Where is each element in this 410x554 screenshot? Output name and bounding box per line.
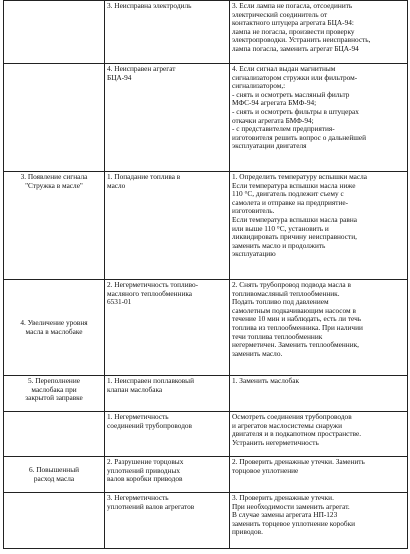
remedy-cell: [230, 493, 408, 549]
malfunction-text: 4. Увеличение уровня: [20, 318, 88, 328]
cause-text: масло: [107, 180, 126, 190]
remedy-text: лампа погасла, заменить агрегат БЦА-94: [232, 43, 359, 53]
malfunction-cell: [4, 1, 105, 64]
remedy-cell: [230, 64, 408, 172]
cause-text: 6531-01: [107, 297, 132, 307]
malfunction-cell: [4, 493, 105, 549]
cause-text: 4. Неисправен агрегат: [107, 64, 176, 73]
malfunction-cell: [4, 172, 105, 280]
remedy-text: заменить масло.: [232, 348, 283, 358]
remedy-cell: [230, 412, 408, 457]
cause-cell: [105, 412, 230, 457]
remedy-text: При необходимости заменить агрегат.: [232, 501, 350, 511]
remedy-text: Если температура вспышки масла ниже: [232, 180, 356, 190]
malfunction-text: масла в маслобаке: [25, 327, 83, 336]
remedy-text: Устранить негерметичность: [232, 437, 319, 447]
remedy-text: Осмотреть соединения трубопроводов: [232, 412, 352, 421]
malfunction-text: закрытой заправке: [25, 393, 83, 403]
remedy-text: заменить торцевое уплотнение коробки: [232, 518, 356, 528]
table-row: [4, 412, 408, 457]
remedy-text: ликвидировать причину неисправности,: [232, 232, 357, 242]
remedy-text: сигнализатором,:: [232, 81, 286, 91]
troubleshooting-table: [3, 0, 408, 549]
table-row: [4, 64, 408, 172]
remedy-text: Если температура вспышки масла равна: [232, 214, 357, 224]
remedy-text: эксплуатацию: [232, 249, 276, 259]
remedy-cell: [230, 280, 408, 376]
remedy-text: - с представителем предприятия-: [232, 124, 335, 134]
malfunction-text: 5. Переполнение: [28, 376, 80, 385]
remedy-cell: [230, 376, 408, 412]
cause-text: 1. Негерметичность: [107, 412, 169, 421]
cause-cell: [105, 64, 230, 172]
remedy-text: откачки агрегата БМФ-94;: [232, 115, 314, 125]
remedy-text: 2. Снять трубопровод подвода масла в: [232, 280, 351, 289]
remedy-text: заменить масло и продолжить: [232, 240, 326, 250]
cause-cell: [105, 376, 230, 412]
remedy-text: течение 10 мин и наблюдать, есть ли течь: [232, 314, 362, 324]
malfunction-text: 3. Появление сигнала: [20, 172, 88, 181]
cause-text: уплотнений валов агрегатов: [107, 501, 195, 511]
remedy-text: двигателя и в подкапотном пространстве.: [232, 429, 362, 439]
cause-text: 3. Негерметичность: [107, 493, 169, 502]
remedy-text: 110 °С, двигатель подлежит съему с: [232, 189, 344, 199]
remedy-text: негерметичен. Заменить теплообменник,: [232, 340, 359, 350]
remedy-text: самолетным подкачивающим насосом в: [232, 305, 356, 315]
remedy-text: 2. Проверить дренажные утечки. Заменить: [232, 457, 365, 466]
table-row: [4, 1, 408, 64]
cause-cell: [105, 1, 230, 64]
table-row: [4, 457, 408, 493]
remedy-text: лампа не погасла, произвести проверку: [232, 26, 355, 36]
malfunction-text: 6. Повышенный: [28, 465, 80, 475]
cause-text: БЦА-94: [107, 72, 132, 82]
malfunction-cell: [4, 457, 105, 493]
remedy-text: сигнализатором стружки или фильтром-: [232, 72, 358, 82]
remedy-text: изготовитель.: [232, 206, 275, 216]
malfunction-text: "Стружка в масле": [25, 180, 83, 190]
malfunction-text: маслобака при: [31, 384, 77, 394]
remedy-text: топливомасляный теплообменник.: [232, 288, 340, 298]
cause-cell: [105, 172, 230, 280]
cause-text: 1. Неисправен поплавковый: [107, 376, 194, 385]
cause-text: масляного теплообменника: [107, 288, 193, 298]
remedy-text: или выше 110 °С, установить и: [232, 223, 329, 233]
table-row: [4, 376, 408, 412]
remedy-text: 3. Если лампа не погасла, отсоединить: [232, 1, 353, 10]
table-row: [4, 493, 408, 549]
malfunction-cell: [4, 64, 105, 172]
remedy-text: 3. Проверить дренажные утечки.: [232, 493, 334, 502]
cause-cell: [105, 280, 230, 376]
cause-text: клапан маслобака: [107, 384, 163, 394]
cause-text: 2. Разрушение торцовых: [107, 457, 184, 466]
remedy-text: контактного штуцера агрегата БЦА-94:: [232, 18, 354, 28]
remedy-text: торцовое уплотнение: [232, 465, 299, 475]
remedy-text: электрический соединитель от: [232, 9, 328, 19]
remedy-text: изготовителя решить вопрос о дальнейшей: [232, 132, 367, 142]
malfunction-text: расход масла: [33, 474, 75, 483]
malfunction-cell: [4, 280, 105, 376]
remedy-text: течи топлива теплообменник: [232, 331, 323, 341]
remedy-text: самолета и отправке на предприятие-: [232, 197, 349, 207]
cause-text: 2. Негерметичность топливо-: [107, 280, 199, 289]
cause-cell: [105, 493, 230, 549]
remedy-text: 1. Определить температуру вспышки масла: [232, 172, 368, 181]
cause-text: уплотнений приводных: [107, 465, 181, 475]
cause-text: 3. Неисправна электродиль: [107, 1, 192, 10]
remedy-text: - снять и осмотреть масляный фильтр: [232, 89, 350, 99]
table-row: [4, 280, 408, 376]
remedy-text: МФС-94 агрегата БМФ-94;: [232, 98, 317, 108]
remedy-text: - снять и осмотреть фильтры в штуцерах: [232, 106, 359, 116]
malfunction-cell: [4, 412, 105, 457]
remedy-text: топлива из теплообменника. При наличии: [232, 322, 363, 332]
remedy-text: приводов.: [232, 527, 263, 537]
remedy-text: 4. Если сигнал выдан магнитным: [232, 64, 336, 73]
remedy-text: электропроводки. Устранить неисправность,: [232, 35, 371, 45]
cause-cell: [105, 457, 230, 493]
malfunction-cell: [4, 376, 105, 412]
remedy-text: В случае замены агрегата НП-123: [232, 510, 338, 520]
cause-text: 1. Попадание топлива в: [107, 172, 181, 181]
remedy-cell: [230, 1, 408, 64]
cause-text: соединений трубопроводов: [107, 420, 193, 430]
remedy-cell: [230, 457, 408, 493]
remedy-text: Подать топливо под давлением: [232, 297, 329, 307]
remedy-text: эксплуатации двигателя: [232, 141, 307, 151]
remedy-cell: [230, 172, 408, 280]
cause-text: валов коробки приводов: [107, 474, 183, 484]
remedy-text: 1. Заменить маслобак: [232, 376, 300, 385]
table-row: [4, 172, 408, 280]
remedy-text: и агрегатов маслосистемы снаружи: [232, 420, 343, 430]
